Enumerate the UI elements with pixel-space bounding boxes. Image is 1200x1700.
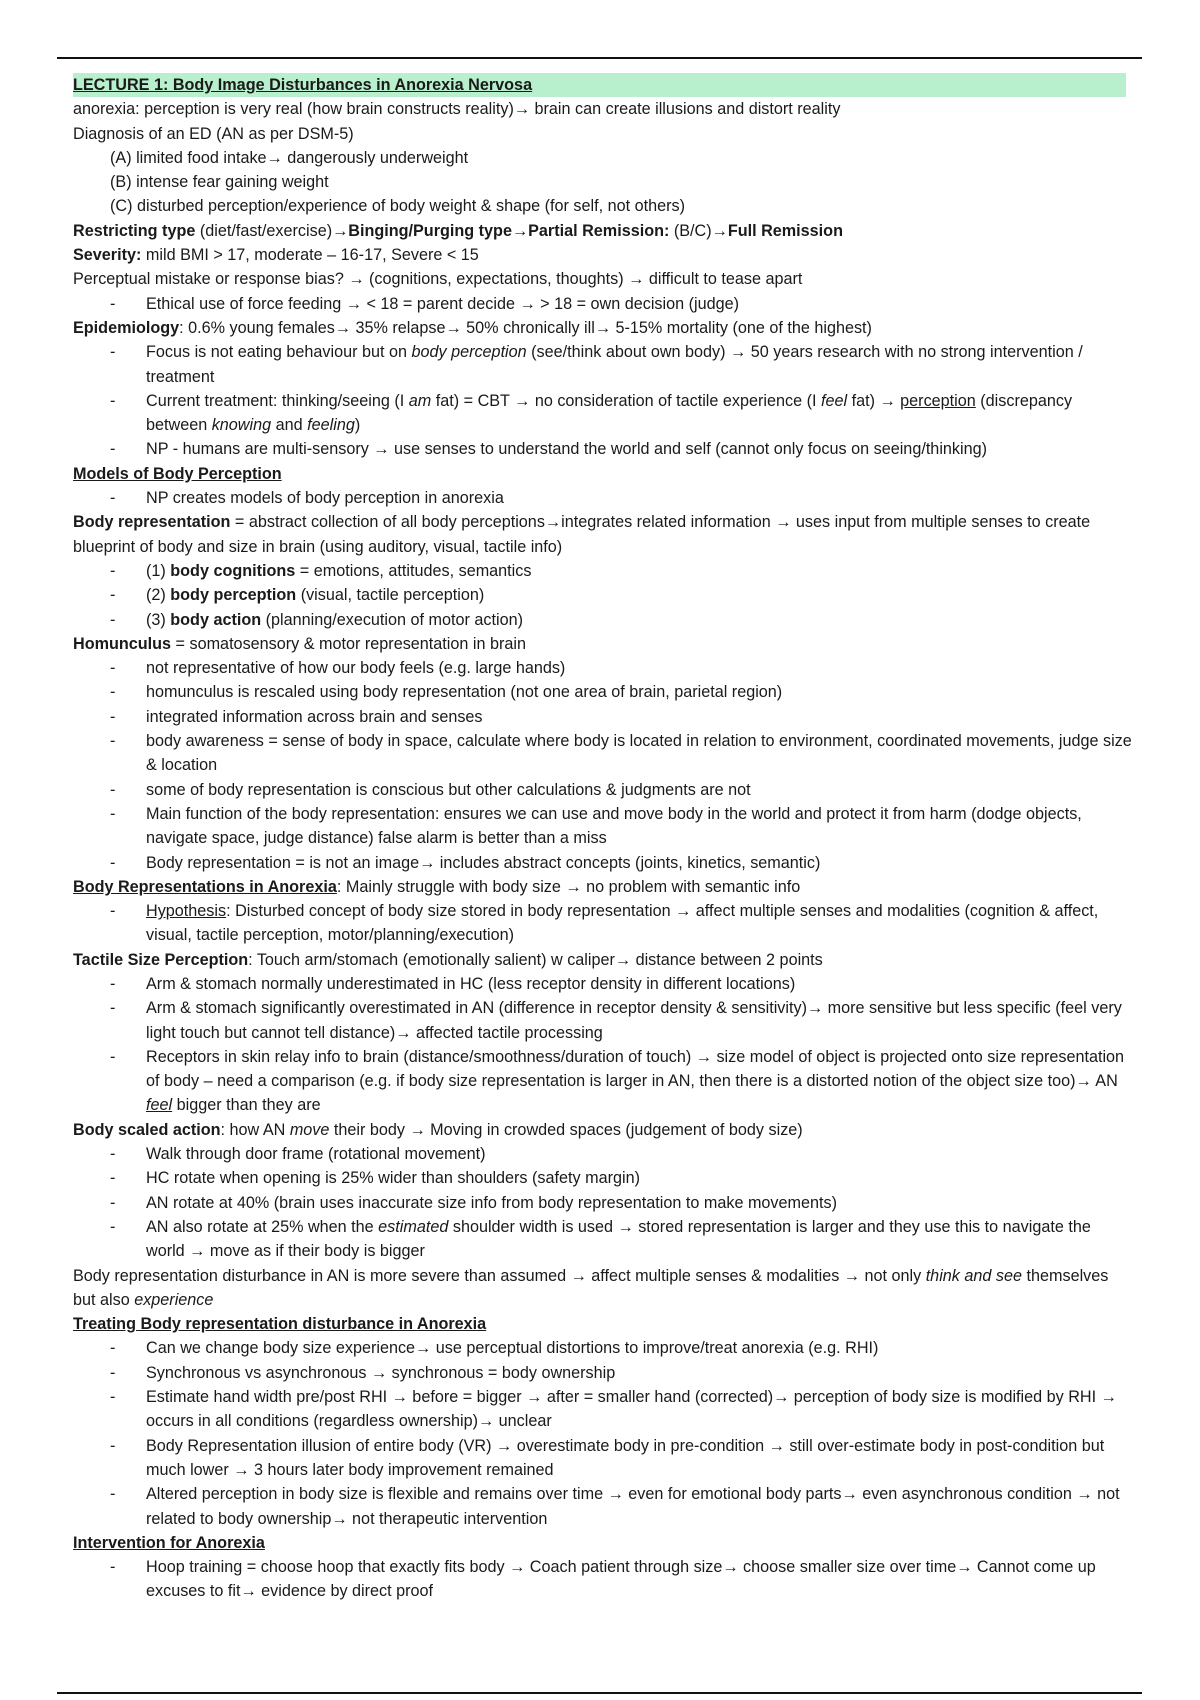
list-item: - Hoop training = choose hoop that exactly fits body → Coach patient through size→ choose smaller size over time→ Cannot come up excuses to fit→ evidence by direct proof [73, 1555, 1133, 1604]
text-span: : how AN [220, 1120, 290, 1139]
list-item: - body awareness = sense of body in space, calculate where body is located in relation to environment, coordinated movements, judge size & location [73, 729, 1133, 778]
list-item: - NP creates models of body perception in anorexia [73, 486, 1133, 510]
text-span: am [408, 391, 432, 410]
text-span: (3) [146, 610, 171, 629]
br-anorexia-heading: Body Representations in Anorexia [73, 877, 337, 896]
text-span: their body → Moving in crowded spaces (judgement of body size) [329, 1120, 803, 1139]
body-rep-label: Body representation [73, 513, 231, 532]
list-item [73, 340, 1133, 389]
list-item [73, 608, 1133, 632]
list-item: - Arm & stomach normally underestimated in HC (less receptor density in different locations) [73, 972, 1133, 996]
scaled-label: Body scaled action [73, 1120, 221, 1139]
text-span: AN also rotate at 25% when the [146, 1217, 379, 1236]
list-item: - Estimate hand width pre/post RHI → before = bigger → after = smaller hand (corrected)→ perception of body size is modified by RHI → occurs in all conditions (regardless ownership)→ unclear [73, 1385, 1133, 1434]
text-span: knowing [211, 416, 272, 435]
epidemiology-label: Epidemiology [73, 318, 180, 337]
list-item: - integrated information across brain and senses [73, 705, 1133, 729]
text-span: = emotions, attitudes, semantics [295, 561, 532, 580]
severity-line [73, 243, 1133, 267]
text-span: body perception [411, 343, 527, 362]
text-span: (2) [146, 586, 171, 605]
text-span: shoulder width is used → stored representation is larger and they use this to navigate the world → move as if their body is bigger [146, 1217, 1091, 1261]
tactile-text: : Touch arm/stomach (emotionally salient) w caliper→ distance between 2 points [248, 950, 823, 969]
text-span: think and see [925, 1266, 1022, 1285]
epidemiology-line [73, 316, 1133, 340]
restricting-type: Restricting type [73, 221, 196, 240]
intro-line: anorexia: perception is very real (how brain constructs reality)→ brain can create illusions and distort reality [73, 100, 841, 119]
list-item [73, 899, 1133, 948]
text-span: Focus is not eating behaviour but on [146, 343, 412, 362]
text-span: fat) → [847, 391, 901, 410]
list-item: - AN rotate at 40% (brain uses inaccurate size info from body representation to make movements) [73, 1191, 1133, 1215]
binging-type: Binging/Purging type→Partial Remission: [348, 221, 670, 240]
section-heading-models [73, 462, 1133, 486]
br-anorexia-text: : Mainly struggle with body size → no problem with semantic info [336, 877, 801, 896]
tactile-line [73, 948, 1133, 972]
section-heading-intervention [73, 1531, 1133, 1555]
list-item [73, 583, 1133, 607]
list-item: - Body representation = is not an image→ includes abstract concepts (joints, kinetics, semantic) [73, 851, 1133, 875]
full-remission: Full Remission [727, 221, 843, 240]
text-span: body action [170, 610, 262, 629]
text-span: estimated [378, 1217, 449, 1236]
criterion-b: (B) intense fear gaining weight [110, 173, 329, 192]
text-span: feel [146, 1096, 173, 1115]
bottom-rule [57, 1692, 1142, 1694]
text-span: themselves but also [73, 1266, 1109, 1309]
tactile-label: Tactile Size Perception [73, 950, 249, 969]
list-item: - some of body representation is conscious but other calculations & judgments are not [73, 778, 1133, 802]
hypothesis-text: : Disturbed concept of body size stored in body representation → affect multiple senses and modalities (cognition & affect, visual, tactile perception, motor/planning/execution) [146, 902, 1099, 945]
text-span: bigger than they are [172, 1096, 321, 1115]
text-span: feel [820, 391, 848, 410]
page-title: LECTURE 1: Body Image Disturbances in Anorexia Nervosa [73, 73, 1126, 97]
list-item: - Can we change body size experience→ use perceptual distortions to improve/treat anorexia (e.g. RHI) [73, 1336, 1133, 1360]
text-span: (see/think about own body) → 50 years research with no strong intervention / treatment [146, 343, 1083, 386]
list-item: - Main function of the body representation: ensures we can use and move body in the world and protect it from harm (dodge objects, navigate space, judge distance) false alarm is better than a miss [73, 802, 1133, 851]
types-line [73, 219, 1133, 243]
text-span: Current treatment: thinking/seeing (I [146, 391, 409, 410]
hypothesis-label: Hypothesis [146, 902, 227, 921]
list-item: - NP - humans are multi-sensory → use senses to understand the world and self (cannot only focus on seeing/thinking) [73, 437, 1133, 461]
list-item: - Walk through door frame (rotational movement) [73, 1142, 1133, 1166]
criterion-c: (C) disturbed perception/experience of body weight & shape (for self, not others) [110, 197, 685, 216]
intervention-heading: Intervention for Anorexia [73, 1533, 265, 1552]
epidemiology-text: : 0.6% young females→ 35% relapse→ 50% chronically ill→ 5-15% mortality (one of the highest) [179, 318, 872, 337]
homunculus-text: = somatosensory & motor representation in brain [171, 634, 526, 653]
section-heading-treating [73, 1312, 1133, 1336]
body-rep-text: = abstract collection of all body perceptions→integrates related information → uses input from multiple senses to create blueprint of body and size in brain (using auditory, visual, tactile info) [73, 513, 1091, 556]
text-span: body cognitions [170, 561, 296, 580]
text-span: feeling [307, 416, 355, 435]
scaled-action-line [73, 1118, 1133, 1142]
list-item: - Ethical use of force feeding → < 18 = parent decide → > 18 = own decision (judge) [73, 292, 1133, 316]
text-span: body perception [170, 586, 297, 605]
list-item: - not representative of how our body feels (e.g. large hands) [73, 656, 1133, 680]
body-representation-line [73, 510, 1133, 559]
text-span: (visual, tactile perception) [296, 586, 485, 605]
homunculus-line [73, 632, 1133, 656]
top-rule [57, 57, 1142, 59]
text-span: fat) = CBT → no consideration of tactile experience (I [431, 391, 821, 410]
text-span: Body representation disturbance in AN is more severe than assumed → affect multiple senses & modalities → not only [73, 1266, 926, 1285]
treating-heading: Treating Body representation disturbance in Anorexia [73, 1315, 487, 1334]
list-item: - Arm & stomach significantly overestimated in AN (difference in receptor density & sensitivity)→ more sensitive but less specific (feel very light touch but cannot tell distance)→ affected tactile processing [73, 996, 1133, 1045]
br-anorexia-line [73, 875, 1133, 899]
perceptual-line: Perceptual mistake or response bias? → (cognitions, expectations, thoughts) → difficult to tease apart [73, 270, 803, 289]
homunculus-label: Homunculus [73, 634, 172, 653]
list-item [73, 559, 1133, 583]
text-span: and [271, 416, 308, 435]
models-heading: Models of Body Perception [73, 464, 282, 483]
severity-label: Severity: [73, 246, 142, 265]
list-item: - HC rotate when opening is 25% wider than shoulders (safety margin) [73, 1166, 1133, 1190]
list-item [73, 1045, 1133, 1118]
text-span: (planning/execution of motor action) [261, 610, 523, 629]
text-span: (discrepancy between [146, 391, 1073, 435]
text-span: experience [134, 1290, 214, 1309]
list-item [73, 1215, 1133, 1264]
list-item: - Synchronous vs asynchronous → synchronous = body ownership [73, 1361, 1133, 1385]
disturbance-line [73, 1264, 1133, 1313]
text-span: perception [900, 391, 976, 410]
list-item: - Body Representation illusion of entire body (VR) → overestimate body in pre-condition → still over-estimate body in post-condition but much lower → 3 hours later body improvement remained [73, 1434, 1133, 1483]
severity-text: mild BMI > 17, moderate – 16-17, Severe < 15 [141, 246, 479, 265]
list-item [73, 389, 1133, 438]
types-text-1: (diet/fast/exercise)→ [195, 221, 349, 240]
text-span: move [289, 1120, 330, 1139]
text-span: Receptors in skin relay info to brain (distance/smoothness/duration of touch) → size model of object is projected onto size representation of body – need a comparison (e.g. if body size representation is larger in AN, then there is a distorted notion of the object size too)→ AN [146, 1047, 1125, 1091]
list-item: - homunculus is rescaled using body representation (not one area of brain, parietal region) [73, 680, 1133, 704]
text-span: (1) [146, 561, 171, 580]
document-body [73, 73, 1133, 1604]
types-text-2: (B/C)→ [669, 221, 728, 240]
diagnosis-line: Diagnosis of an ED (AN as per DSM-5) [73, 124, 354, 143]
list-item: - Altered perception in body size is flexible and remains over time → even for emotional body parts→ even asynchronous condition → not related to body ownership→ not therapeutic intervention [73, 1482, 1133, 1531]
criterion-a: (A) limited food intake→ dangerously underweight [110, 148, 469, 167]
text-span: ) [354, 416, 361, 435]
